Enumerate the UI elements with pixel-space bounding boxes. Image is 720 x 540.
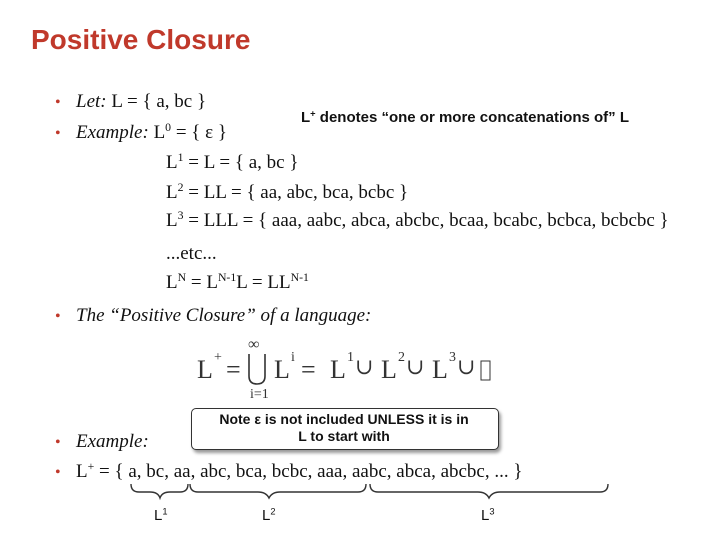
- gen-a-sup: N: [177, 270, 187, 284]
- brace-label-base: L: [481, 507, 490, 524]
- let-label: Let:: [76, 91, 107, 112]
- power-base: L: [166, 182, 178, 203]
- brace-l2: [190, 484, 366, 498]
- gen-c: L = LL: [236, 272, 291, 293]
- brace-label-base: L: [262, 507, 271, 524]
- note-line-1: Note ε is not included UNLESS it is in: [219, 411, 469, 427]
- note-text: denotes “one or more concatenations of” L: [319, 109, 629, 126]
- l0-sup: 0: [165, 120, 172, 134]
- formula-equals: =: [226, 355, 241, 384]
- brace-label-sup: 3: [489, 506, 495, 517]
- bullet-let: •: [55, 94, 61, 111]
- brace-l1: [131, 484, 188, 498]
- final-rest: = { a, bc, aa, abc, bca, bcbc, aaa, aabc, abca, abcbc, ... }: [99, 461, 523, 482]
- power-sup: 1: [177, 150, 184, 164]
- formula-l2-sup: 2: [398, 350, 405, 365]
- note-l: L: [301, 109, 311, 126]
- formula-equals-2: =: [301, 355, 316, 384]
- gen-c-sup: N-1: [290, 270, 309, 284]
- formula-union-1: ∪: [355, 355, 374, 380]
- formula-lhs-plus: +: [214, 350, 222, 365]
- bullet-example: •: [55, 125, 61, 142]
- formula-l2: L: [381, 355, 397, 384]
- brace-label-l2: [262, 507, 276, 524]
- formula-l3: L: [432, 355, 448, 384]
- gen-a: L: [166, 272, 178, 293]
- formula-lhs: L: [197, 355, 213, 384]
- final-base: L: [76, 461, 88, 482]
- power-rest: = LLL = { aaa, aabc, abca, abcbc, bcaa, bcabc, bcbca, bcbcbc }: [188, 210, 669, 231]
- formula-lower-index: i=1: [250, 387, 269, 402]
- brace-label-sup: 2: [270, 506, 276, 517]
- formula-union-3: ∪: [457, 355, 476, 380]
- gen-b: = L: [190, 272, 218, 293]
- brace-label-sup: 1: [162, 506, 168, 517]
- formula-union-2: ∪: [406, 355, 425, 380]
- etc-text: ...etc...: [166, 243, 217, 264]
- brace-label-l3: [481, 507, 495, 524]
- formula-l3-sup: 3: [449, 350, 456, 365]
- brace-label-base: L: [154, 507, 163, 524]
- let-text: L = { a, bc }: [111, 91, 207, 112]
- l0-rest: = { ε }: [175, 122, 227, 143]
- formula-l1-sup: 1: [347, 350, 354, 365]
- bullet-closure: •: [55, 308, 61, 325]
- example-label: Example:: [76, 122, 149, 143]
- formula-l1: L: [330, 355, 346, 384]
- closure-heading-text: The “Positive Closure” of a language:: [76, 305, 372, 326]
- power-base: L: [166, 210, 178, 231]
- formula-infinity: ∞: [248, 336, 260, 353]
- final-sup: +: [87, 459, 95, 473]
- power-base: L: [166, 152, 178, 173]
- gen-b-sup: N-1: [217, 270, 237, 284]
- note-plus: +: [310, 108, 316, 119]
- note-line-2: L to start with: [298, 428, 390, 444]
- power-sup: 2: [177, 180, 184, 194]
- slide-title: Positive Closure: [31, 24, 251, 55]
- power-rest: = L = { a, bc }: [188, 152, 299, 173]
- power-sup: 3: [177, 208, 184, 222]
- power-rest: = LL = { aa, abc, bca, bcbc }: [188, 182, 409, 203]
- bullet-example-2: •: [55, 434, 61, 451]
- brace-label-l1: [154, 507, 168, 524]
- formula-term-sup: i: [291, 350, 295, 365]
- example-2-label-text: Example:: [76, 431, 149, 452]
- bullet-final: •: [55, 464, 61, 481]
- l0-base: L: [153, 122, 166, 143]
- brace-l3: [370, 484, 608, 498]
- formula-term: L: [274, 355, 290, 384]
